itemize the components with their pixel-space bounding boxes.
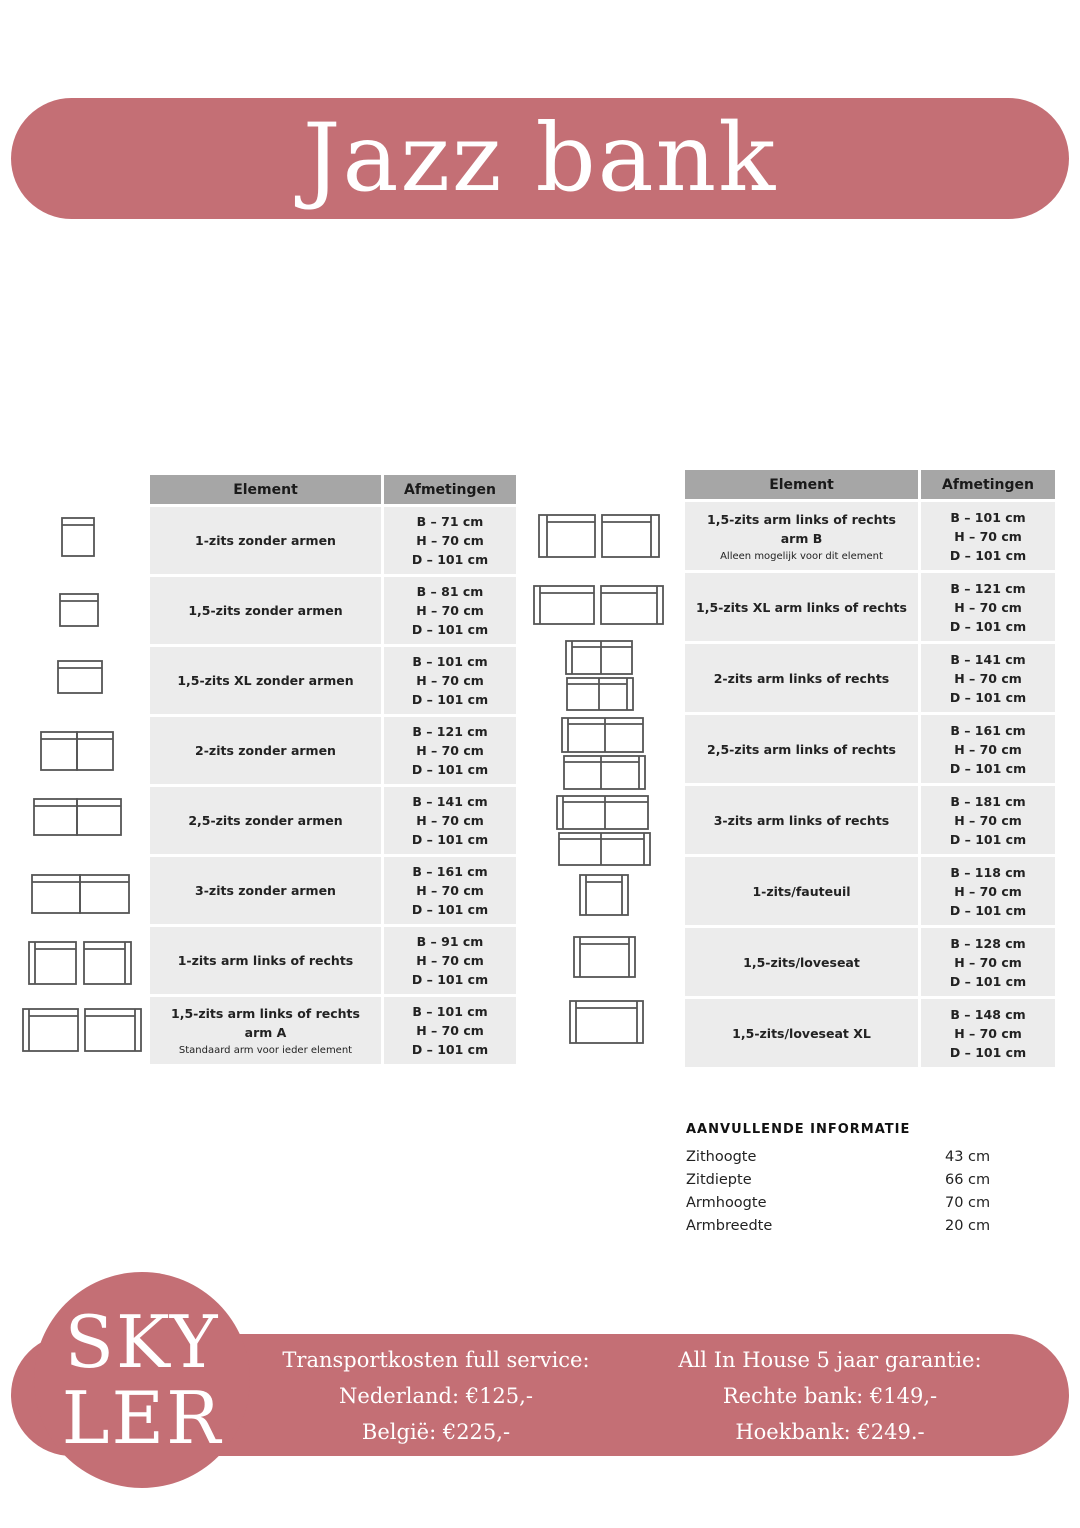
element-name: 2-zits zonder armen: [195, 743, 336, 758]
dimension-cell: [381, 927, 516, 994]
dimension-cell: [918, 502, 1055, 570]
dim-d: D – 101 cm: [411, 762, 489, 777]
dim-b: B – 128 cm: [950, 935, 1026, 951]
element-name: 3-zits zonder armen: [195, 883, 336, 898]
dim-b: B – 101 cm: [412, 654, 488, 669]
sofa-2-5-seat-arm-icon: [561, 717, 647, 791]
warranty-heading: All In House 5 jaar garantie:: [678, 1348, 982, 1372]
dimension-cell: [918, 928, 1055, 996]
dim-h: H – 70 cm: [416, 743, 484, 758]
title-banner: [11, 98, 1069, 219]
element-name: 2-zits arm links of rechts: [713, 670, 890, 686]
element-name: 2,5-zits zonder armen: [188, 813, 343, 828]
element-name: 1-zits arm links of rechts: [177, 953, 354, 968]
element-cell: [685, 999, 918, 1067]
element-cell: [685, 786, 918, 854]
header-element: Element: [685, 470, 918, 499]
dim-d: D – 101 cm: [949, 689, 1027, 705]
header-afmetingen: Afmetingen: [918, 470, 1055, 499]
element-cell: [685, 502, 918, 570]
warranty-info: [640, 1342, 1020, 1450]
left-spec-table: [150, 472, 516, 1067]
dim-d: D – 101 cm: [949, 973, 1027, 989]
dim-d: D – 101 cm: [411, 832, 489, 847]
info-title: AANVULLENDE INFORMATIE: [686, 1122, 911, 1137]
transport-heading: Transportkosten full service:: [282, 1348, 590, 1372]
dim-d: D – 101 cm: [411, 972, 489, 987]
dim-d: D – 101 cm: [949, 902, 1027, 918]
element-cell: [150, 577, 381, 644]
element-name: 1,5-zits XL arm links of rechts: [696, 599, 907, 615]
element-cell: [150, 787, 381, 854]
dim-h: H – 70 cm: [954, 599, 1022, 615]
info-row: [686, 1218, 1006, 1241]
element-cell: [685, 573, 918, 641]
element-cell: [685, 928, 918, 996]
table-row: [150, 787, 516, 854]
table-row: [685, 928, 1055, 996]
element-cell: [150, 997, 381, 1064]
sofa-1-5-seat-icon: [59, 593, 99, 627]
sofa-1-seat-icon: [61, 517, 95, 557]
sofa-1-5-xl-seat-icon: [57, 660, 103, 694]
dim-b: B – 101 cm: [412, 1004, 488, 1019]
dimension-cell: [381, 717, 516, 784]
dim-h: H – 70 cm: [954, 883, 1022, 899]
info-label: Zitdiepte: [686, 1172, 752, 1188]
dim-b: B – 181 cm: [950, 793, 1026, 809]
dim-b: B – 118 cm: [950, 864, 1026, 880]
dimension-cell: [918, 644, 1055, 712]
warranty-straight: Rechte bank: €149,-: [722, 1384, 938, 1408]
dimension-cell: [918, 715, 1055, 783]
table-row: [685, 715, 1055, 783]
dimension-cell: [381, 787, 516, 854]
table-row: [685, 857, 1055, 925]
sofa-1-5-arm-b-icon: [538, 514, 660, 558]
table-row: [150, 997, 516, 1064]
dim-h: H – 70 cm: [416, 673, 484, 688]
dimension-cell: [381, 857, 516, 924]
table-row: [685, 644, 1055, 712]
dim-h: H – 70 cm: [954, 741, 1022, 757]
warranty-corner: Hoekbank: €249.-: [735, 1420, 925, 1444]
loveseat-icon: [573, 936, 636, 978]
transport-be: België: €225,-: [361, 1420, 511, 1444]
dim-h: H – 70 cm: [416, 603, 484, 618]
element-note: Alleen mogelijk voor dit element: [720, 550, 883, 562]
dim-d: D – 101 cm: [949, 618, 1027, 634]
dim-d: D – 101 cm: [949, 760, 1027, 776]
info-value: 70 cm: [945, 1195, 991, 1211]
sofa-2-5-seat-icon: [33, 798, 122, 836]
armchair-icon: [579, 874, 629, 916]
info-value: 43 cm: [945, 1149, 991, 1165]
table-row: [685, 999, 1055, 1067]
dim-d: D – 101 cm: [949, 1044, 1027, 1060]
sofa-2-seat-arm-icon: [565, 640, 635, 712]
dim-h: H – 70 cm: [954, 528, 1022, 544]
table-row: [150, 647, 516, 714]
dim-b: B – 121 cm: [412, 724, 488, 739]
table-row: [685, 573, 1055, 641]
logo-line-2: LER: [61, 1376, 223, 1460]
dimension-cell: [381, 997, 516, 1064]
dim-d: D – 101 cm: [411, 902, 489, 917]
dim-b: B – 161 cm: [412, 864, 488, 879]
table-row: [150, 927, 516, 994]
sofa-1-5-seat-arm-a-icon: [22, 1008, 142, 1052]
element-name: 1-zits/fauteuil: [752, 883, 851, 899]
table-row: [685, 786, 1055, 854]
header-afmetingen: Afmetingen: [381, 475, 516, 504]
dim-d: D – 101 cm: [411, 1042, 489, 1057]
dim-h: H – 70 cm: [416, 1023, 484, 1038]
dim-b: B – 148 cm: [950, 1006, 1026, 1022]
dimension-cell: [381, 577, 516, 644]
dim-h: H – 70 cm: [416, 953, 484, 968]
dimension-cell: [381, 507, 516, 574]
sofa-2-seat-icon: [40, 731, 114, 771]
dim-b: B – 81 cm: [416, 584, 484, 599]
dim-h: H – 70 cm: [954, 954, 1022, 970]
element-name: 1-zits zonder armen: [195, 533, 336, 548]
transport-costs: [250, 1342, 622, 1450]
info-value: 66 cm: [945, 1172, 991, 1188]
dim-b: B – 161 cm: [950, 722, 1026, 738]
dim-b: B – 101 cm: [950, 509, 1026, 525]
dim-d: D – 101 cm: [949, 831, 1027, 847]
info-row: [686, 1149, 1006, 1172]
element-note: Standaard arm voor ieder element: [178, 1045, 353, 1056]
element-cell: [150, 857, 381, 924]
table-row: [150, 717, 516, 784]
dim-h: H – 70 cm: [416, 883, 484, 898]
sofa-1-seat-arm-icon: [28, 941, 132, 985]
element-name: 3-zits arm links of rechts: [713, 812, 890, 828]
element-name: 2,5-zits arm links of rechts: [707, 741, 896, 757]
loveseat-xl-icon: [569, 1000, 644, 1044]
dim-b: B – 141 cm: [950, 651, 1026, 667]
additional-info: [686, 1122, 1006, 1241]
dimension-cell: [918, 786, 1055, 854]
element-name: 1,5-zits arm links of rechts arm B: [707, 511, 896, 546]
dim-d: D – 101 cm: [411, 552, 489, 567]
info-value: 20 cm: [945, 1218, 991, 1234]
logo-line-1: SKY: [64, 1300, 220, 1384]
skyler-logo: [34, 1272, 250, 1488]
element-cell: [150, 647, 381, 714]
element-name: 1,5-zits zonder armen: [188, 603, 343, 618]
element-cell: [685, 644, 918, 712]
dim-h: H – 70 cm: [416, 813, 484, 828]
sofa-3-seat-icon: [31, 874, 130, 914]
sofa-1-5-xl-arm-icon: [533, 585, 664, 625]
dim-b: B – 141 cm: [412, 794, 488, 809]
info-label: Zithoogte: [686, 1149, 757, 1165]
dimension-cell: [918, 999, 1055, 1067]
info-row: [686, 1172, 1006, 1195]
element-cell: [685, 715, 918, 783]
element-name: 1,5-zits/loveseat XL: [732, 1025, 871, 1041]
element-name: 1,5-zits arm links of rechts arm A: [171, 1006, 360, 1040]
info-label: Armbreedte: [686, 1218, 773, 1234]
dim-b: B – 121 cm: [950, 580, 1026, 596]
table-header-row: [685, 470, 1055, 499]
right-spec-table: [685, 467, 1055, 1070]
dimension-cell: [918, 857, 1055, 925]
dimension-cell: [918, 573, 1055, 641]
page-title: Jazz bank: [302, 104, 778, 213]
header-element: Element: [150, 475, 381, 504]
info-label: Armhoogte: [686, 1195, 767, 1211]
dimension-cell: [381, 647, 516, 714]
element-cell: [685, 857, 918, 925]
dim-h: H – 70 cm: [416, 533, 484, 548]
element-cell: [150, 717, 381, 784]
sofa-3-seat-arm-icon: [556, 795, 652, 867]
info-row: [686, 1195, 1006, 1218]
dim-d: D – 101 cm: [949, 547, 1027, 563]
dim-d: D – 101 cm: [411, 622, 489, 637]
element-cell: [150, 507, 381, 574]
element-name: 1,5-zits/loveseat: [743, 954, 860, 970]
dim-b: B – 91 cm: [416, 934, 484, 949]
dim-h: H – 70 cm: [954, 670, 1022, 686]
table-row: [150, 507, 516, 574]
dim-d: D – 101 cm: [411, 692, 489, 707]
dim-h: H – 70 cm: [954, 1025, 1022, 1041]
dim-h: H – 70 cm: [954, 812, 1022, 828]
transport-nl: Nederland: €125,-: [339, 1384, 533, 1408]
element-name: 1,5-zits XL zonder armen: [177, 673, 354, 688]
table-row: [685, 502, 1055, 570]
table-row: [150, 577, 516, 644]
element-cell: [150, 927, 381, 994]
table-header-row: [150, 475, 516, 504]
dim-b: B – 71 cm: [416, 514, 484, 529]
table-row: [150, 857, 516, 924]
